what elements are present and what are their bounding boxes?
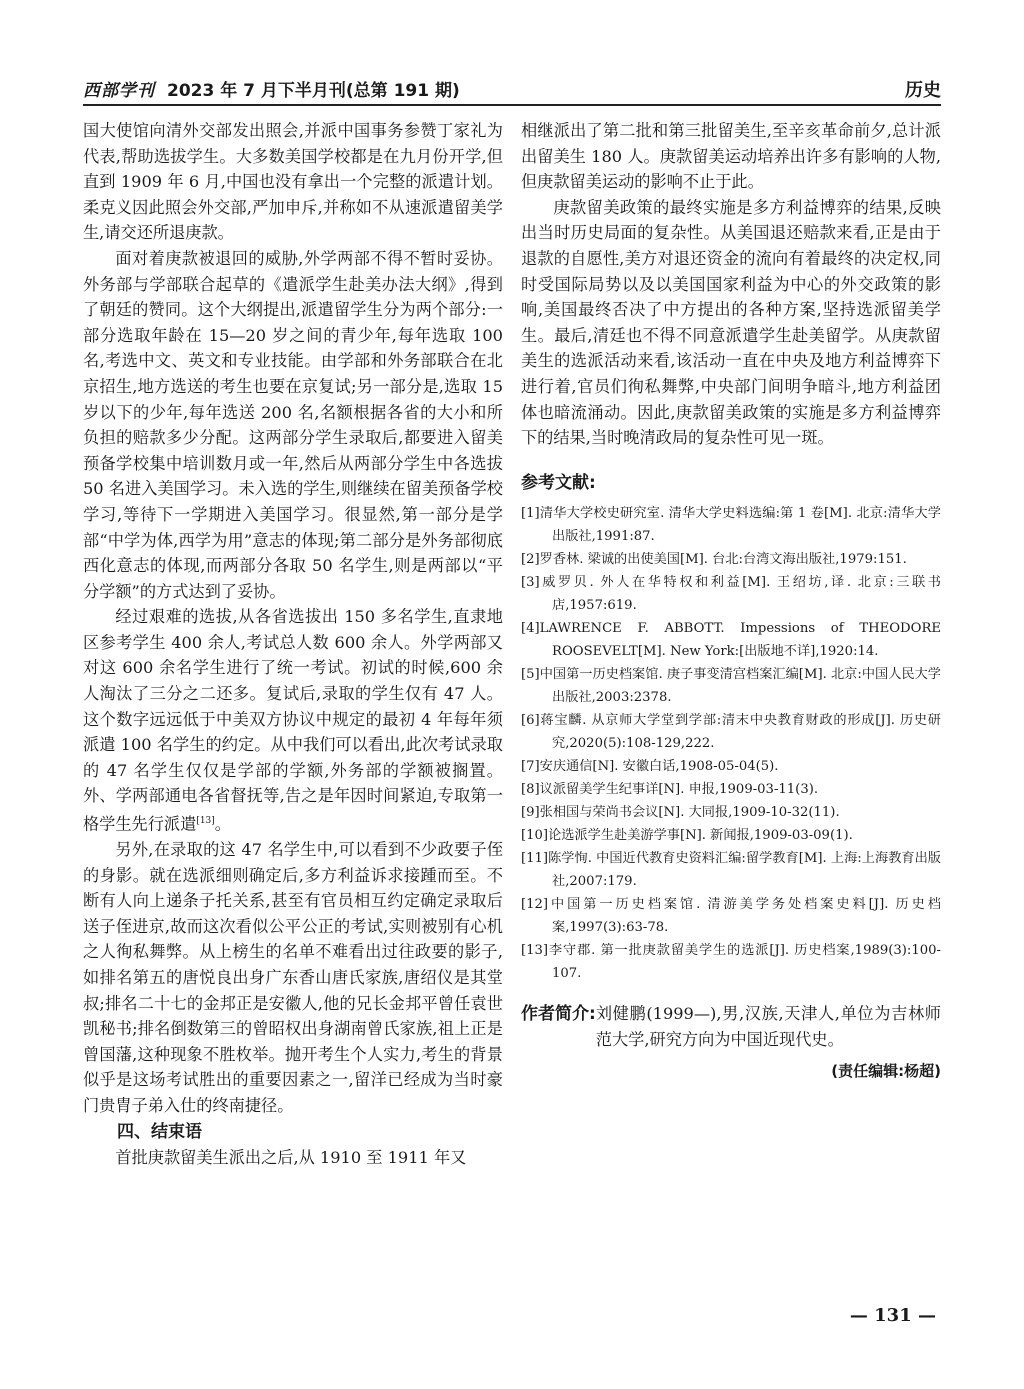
reference-item: [11]陈学恂. 中国近代教育史资料汇编:留学教育[M]. 上海:上海教育出版社,2007:179. [521,851,941,890]
author-label: 作者简介: [521,1004,596,1025]
author-text: 刘健鹏(1999—),男,汉族,天津人,单位为吉林师范大学,研究方向为中国近现代史。 [595,1004,941,1050]
paragraph-end: 。 [214,814,231,834]
paragraph: 首批庚款留美生派出之后,从 1910 至 1911 年又 [115,1147,467,1167]
paragraph: 国大使馆向清外交部发出照会,并派中国事务参赞丁家礼为代表,帮助选拔学生。大多数美国学校都是在九月份开学,但直到 1909 年 6 月,中国也没有拿出一个完整的派遣计划。柔克义因此照会外交部,严加申斥,并称如不从速派遣留美学生,请交还所退庚款。 [83,121,503,243]
reference-item: [8]议派留美学生纪事详[N]. 申报,1909-03-11(3). [521,782,819,798]
reference-item: [13]李守郡. 第一批庚款留美学生的选派[J]. 历史档案,1989(3):100-107. [521,943,941,982]
editor-note: (责任编辑:杨超) [831,1062,941,1081]
right-column [521,118,941,1085]
paragraph: 面对着庚款被退回的威胁,外学两部不得不暂时妥协。外务部与学部联合起草的《遣派学生赴美办法大纲》,得到了朝廷的赞同。这个大纲提出,派遣留学生分为两个部分:一部分选取年龄在 15—20 岁之间的青少年,每年选取 100 名,考选中文、英文和专业技能。由学部和外务部联合在北京招生,地方选送的考生也要在京复试;另一部分是,选取 15 岁以下的少年,每年选送 200 名,名额根据各省的大小和所负担的赔款多少分配。这两部分学生录取后,都要进入留美预备学校集中培训数月或一年,然后从两部分学生中各选拔 50 名进入美国学习。未入选的学生,则继续在留美预备学校学习,等待下一学期进入美国学习。很显然,第一部分是学部“中学为体,西学为用”意志的体现;第二部分是外务部彻底西化意志的体现,而两部分各取 50 名学生,则是两部以“平分学额”的方式达到了妥协。 [83,248,503,601]
references-heading: 参考文献: [521,472,596,493]
page-header [83,76,941,102]
reference-item: [7]安庆通信[N]. 安徽白话,1908-05-04(5). [521,759,779,775]
author-bio [521,1001,941,1053]
paragraph: 庚款留美政策的最终实施是多方利益博弈的结果,反映出当时历史局面的复杂性。从美国退还赔款来看,正是由于退款的自愿性,美方对退还资金的流向有着最终的决定权,同时受国际局势以及以美国国家利益为中心的外交政策的影响,美国最终否决了中方提出的各种方案,坚持选派留美学生。最后,清廷也不得不同意派遣学生赴美留学。从庚款留美生的选派活动来看,该活动一直在中央及地方利益博弈下进行着,官员们徇私舞弊,中央部门间明争暗斗,地方利益团体也暗流涌动。因此,庚款留美政策的实施是多方利益博弈下的结果,当时晚清政局的复杂性可见一斑。 [521,197,941,448]
issue-info: 2023 年 7 月下半月刊(总第 191 期) [167,81,460,101]
reference-item: [4]LAWRENCE F. ABBOTT. Impessions of THEODORE ROOSEVELT[M]. New York:[出版地不详],1920:14. [521,621,941,660]
paragraph: 相继派出了第二批和第三批留美生,至辛亥革命前夕,总计派出留美生 180 人。庚款留美运动培养出许多有影响的人物,但庚款留美运动的影响不止于此。 [521,121,941,192]
reference-item: [9]张相国与荣尚书会议[N]. 大同报,1909-10-32(11). [521,805,840,821]
paragraph [83,604,503,837]
section-label: 历史 [905,80,941,101]
reference-item: [10]论选派学生赴美游学事[N]. 新闻报,1909-03-09(1). [521,828,853,844]
page-number: — 131 — [849,1305,936,1326]
journal-logo: 西部学刊 [83,81,155,101]
reference-item: [12]中国第一历史档案馆. 清游美学务处档案史料[J]. 历史档案,1997(3):63-78. [521,897,941,936]
paragraph: 另外,在录取的这 47 名学生中,可以看到不少政要子侄的身影。就在选派细则确定后,多方利益诉求接踵而至。不断有人向上递条子托关系,甚至有官员相互约定确定录取后送子侄进京,故而这次看似公平公正的考试,实则被别有心机之人徇私舞弊。从上榜生的名单不难看出过往政要的影子,如排名第五的唐悦良出身广东香山唐氏家族,唐绍仪是其堂叔;排名二十七的金邦正是安徽人,他的兄长金邦平曾任袁世凯秘书;排名倒数第三的曾昭权出身湖南曾氏家族,祖上正是曾国藩,这种现象不胜枚举。抛开考生个人实力,考生的背景似乎是这场考试胜出的重要因素之一,留洋已经成为当时豪门贵胄子弟入仕的终南捷径。 [83,840,503,1115]
reference-item: [3]威罗贝. 外人在华特权和利益[M]. 王绍坊,译. 北京:三联书店,1957:619. [521,575,941,614]
reference-item: [1]清华大学校史研究室. 清华大学史料选编:第 1 卷[M]. 北京:清华大学出版社,1991:87. [521,506,941,545]
section-heading: 四、结束语 [117,1121,202,1142]
citation: [13] [196,816,215,827]
left-column [83,118,503,1170]
reference-item: [5]中国第一历史档案馆. 庚子事变清宫档案汇编[M]. 北京:中国人民大学出版社,2003:2378. [521,667,941,706]
reference-item: [2]罗香林. 梁诚的出使美国[M]. 台北:台湾文海出版社,1979:151. [521,552,907,568]
reference-item: [6]蒋宝麟. 从京师大学堂到学部:清末中央教育财政的形成[J]. 历史研究,2020(5):108-129,222. [521,713,941,752]
paragraph-text: 经过艰难的选拔,从各省选拔出 150 多名学生,直隶地区参考学生 400 余人,考试总人数 600 余人。外学两部又对这 600 余名学生进行了统一考试。初试的时候,600 余人淘汰了三分之二还多。复试后,录取的学生仅有 47 人。这个数字远远低于中美双方协议中规定的最初 4 年每年须派遣 100 名学生的约定。从中我们可以看出,此次考试录取的 47 名学生仅仅是学部的学额,外务部的学额被搁置。外、学两部通电各省督抚等,告之是年因时间紧迫,专取第一格学生先行派遣 [83,607,503,834]
references-list [521,502,941,985]
header-rule [83,104,941,106]
